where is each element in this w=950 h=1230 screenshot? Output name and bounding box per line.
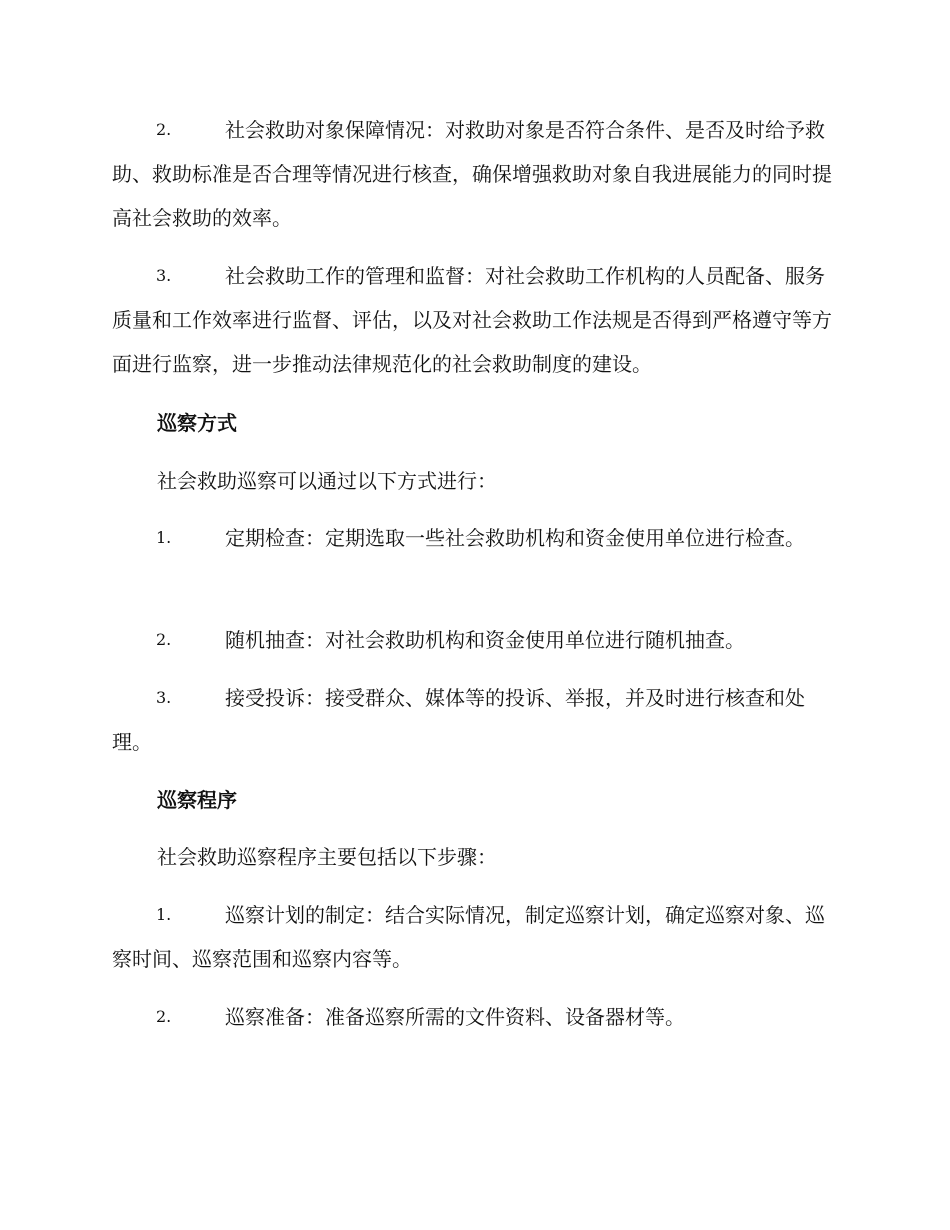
list-number: 1. <box>156 905 172 924</box>
list-number: 3. <box>156 688 172 707</box>
list-number: 2. <box>156 630 172 649</box>
list-item-text: 定期检查：定期选取一些社会救助机构和资金使用单位进行检查。 <box>225 526 805 550</box>
list-item <box>112 893 834 981</box>
section-intro: 社会救助巡察可以通过以下方式进行： <box>157 469 497 493</box>
list-item <box>112 995 834 1039</box>
list-item-text: 社会救助工作的管理和监督：对社会救助工作机构的人员配备、服务质量和工作效率进行监督、评估，以及对社会救助工作法规是否得到严格遵守等方面进行监察，进一步推动法律规范化的社会救助制度的建设。 <box>112 264 832 376</box>
list-item <box>112 618 834 662</box>
list-number: 3. <box>156 266 172 285</box>
section-heading: 巡察方式 <box>157 411 237 435</box>
list-item-text: 随机抽查：对社会救助机构和资金使用单位进行随机抽查。 <box>225 628 745 652</box>
list-item-text: 接受投诉：接受群众、媒体等的投诉、举报，并及时进行核查和处理。 <box>112 686 805 754</box>
list-number: 1. <box>156 528 172 547</box>
list-number: 2. <box>156 120 172 139</box>
list-item <box>112 108 834 240</box>
list-number: 2. <box>156 1007 172 1026</box>
section-heading: 巡察程序 <box>157 788 237 812</box>
list-item <box>112 676 834 764</box>
list-item <box>112 516 834 560</box>
list-item-text: 巡察准备：准备巡察所需的文件资料、设备器材等。 <box>225 1005 685 1029</box>
list-item-text: 巡察计划的制定：结合实际情况，制定巡察计划，确定巡察对象、巡察时间、巡察范围和巡察内容等。 <box>112 903 825 971</box>
list-item <box>112 254 834 386</box>
section-intro: 社会救助巡察程序主要包括以下步骤： <box>157 845 497 869</box>
list-item-text: 社会救助对象保障情况：对救助对象是否符合条件、是否及时给予救助、救助标准是否合理等情况进行核查，确保增强救助对象自我进展能力的同时提高社会救助的效率。 <box>112 118 832 230</box>
